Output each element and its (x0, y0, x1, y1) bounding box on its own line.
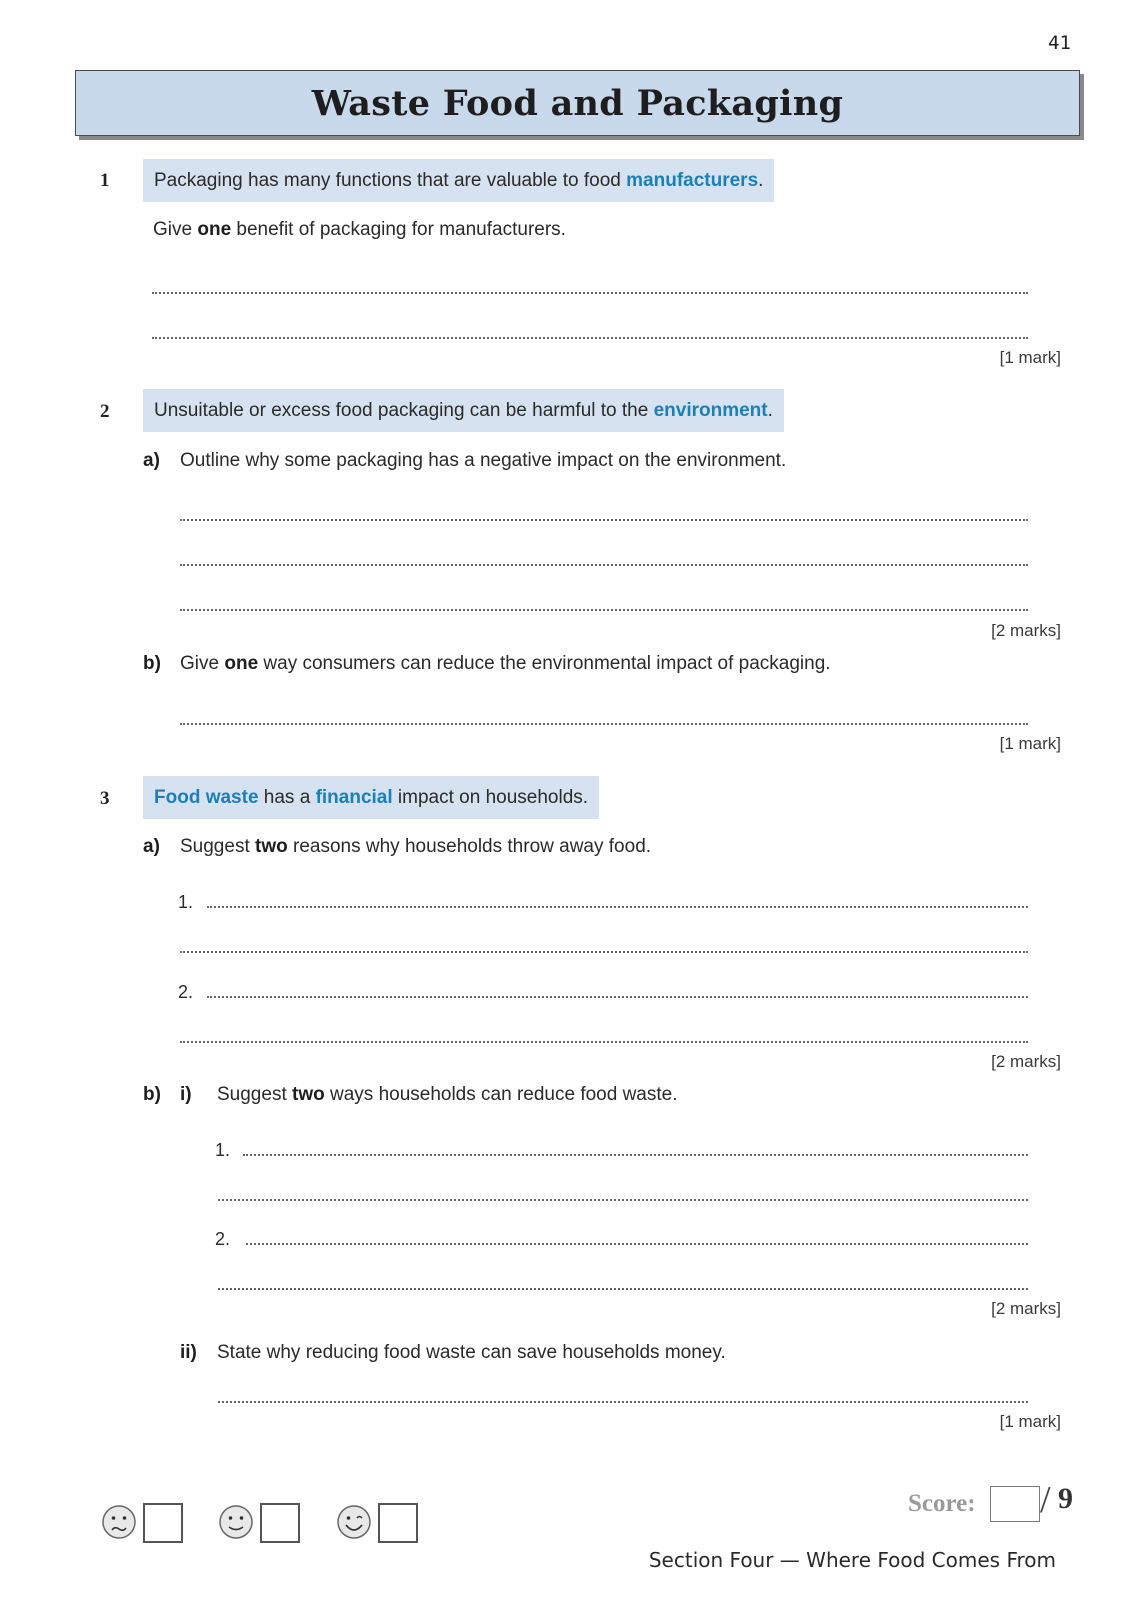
q3a-answer-line-1[interactable] (207, 906, 1028, 908)
q2a-answer-line-1[interactable] (180, 519, 1028, 521)
page-number: 41 (1048, 32, 1071, 54)
score-label: Score: (908, 1490, 976, 1517)
q3bi-item-1-number: 1. (215, 1140, 231, 1160)
q2b-prompt-bold: one (224, 653, 259, 674)
q1-keyword: manufacturers (626, 170, 759, 191)
q2b-prompt-end: way consumers can reduce the environmental impact of packaging. (258, 653, 831, 674)
q2a-answer-line-2[interactable] (180, 564, 1028, 566)
q3a-prompt-bold: two (255, 836, 288, 857)
q3bi-answer-line-1[interactable] (243, 1154, 1028, 1156)
q3a-answer-line-4[interactable] (180, 1041, 1028, 1043)
question-2-number: 2 (100, 401, 110, 422)
score-input-box[interactable] (990, 1486, 1040, 1522)
question-3-stem (143, 776, 599, 819)
happy-face-checkbox[interactable] (378, 1503, 418, 1543)
happy-face-icon (336, 1504, 372, 1540)
q3b-label: b) (143, 1084, 161, 1105)
q2-stem-end: . (767, 400, 773, 421)
q3a-item-2-number: 2. (178, 982, 194, 1002)
q3a-label: a) (143, 836, 160, 857)
q1-prompt-bold: one (197, 219, 232, 240)
q3a-answer-line-2[interactable] (180, 951, 1028, 953)
q3bi-prompt-start: Suggest (217, 1084, 292, 1105)
q1-stem-end: . (758, 170, 764, 191)
q3a-marks: [2 marks] (991, 1052, 1061, 1071)
q1-prompt-end: benefit of packaging for manufacturers. (231, 219, 566, 240)
q3bi-marks: [2 marks] (991, 1299, 1061, 1318)
sad-face-icon (101, 1504, 137, 1540)
q2a-marks: [2 marks] (991, 621, 1061, 640)
q1-answer-line-1[interactable] (152, 292, 1028, 294)
sad-face-checkbox[interactable] (143, 1503, 183, 1543)
q3-stem-end: impact on households. (392, 787, 589, 808)
neutral-face-checkbox[interactable] (260, 1503, 300, 1543)
q2a-label: a) (143, 450, 160, 471)
question-1-prompt (153, 219, 566, 241)
question-1-number: 1 (100, 170, 110, 191)
q3-keyword-2: financial (315, 787, 393, 808)
q3bii-answer-line-1[interactable] (218, 1401, 1028, 1403)
q3a-prompt (180, 836, 651, 858)
q2b-label: b) (143, 653, 161, 674)
q3a-item-1-number: 1. (178, 892, 194, 912)
q3bi-prompt (217, 1084, 678, 1106)
q1-prompt-start: Give (153, 219, 198, 240)
page-title: Waste Food and Packaging (311, 82, 844, 124)
score-total: 9 (1058, 1482, 1073, 1515)
q3-stem-mid: has a (258, 787, 316, 808)
q3bi-answer-line-4[interactable] (218, 1288, 1028, 1290)
q1-marks: [1 mark] (999, 348, 1061, 367)
neutral-face-icon (218, 1504, 254, 1540)
q2-stem-text: Unsuitable or excess food packaging can be harmful to the (154, 400, 654, 421)
q2b-prompt-start: Give (180, 653, 225, 674)
question-2-stem (143, 389, 784, 432)
q3bi-item-2-number: 2. (215, 1229, 231, 1249)
q3a-prompt-end: reasons why households throw away food. (287, 836, 652, 857)
q2b-marks: [1 mark] (999, 734, 1061, 753)
q2a-prompt: Outline why some packaging has a negative impact on the environment. (180, 450, 787, 471)
q1-stem-text: Packaging has many functions that are valuable to food (154, 170, 627, 191)
q3bi-label: i) (180, 1084, 192, 1105)
q3bi-prompt-bold: two (292, 1084, 325, 1105)
q3bi-answer-line-3[interactable] (246, 1243, 1028, 1245)
q3a-prompt-start: Suggest (180, 836, 255, 857)
footer-section-title: Section Four — Where Food Comes From (648, 1548, 1056, 1572)
q2-keyword: environment (653, 400, 768, 421)
q3bi-prompt-end: ways households can reduce food waste. (324, 1084, 678, 1105)
q3bii-label: ii) (180, 1342, 197, 1363)
question-1-stem (143, 159, 774, 202)
score-slash: / (1040, 1479, 1051, 1521)
q2b-prompt (180, 653, 831, 675)
q2b-answer-line-1[interactable] (180, 723, 1028, 725)
q3bii-marks: [1 mark] (999, 1412, 1061, 1431)
q2a-answer-line-3[interactable] (180, 609, 1028, 611)
q3a-answer-line-3[interactable] (207, 996, 1028, 998)
q3bii-prompt: State why reducing food waste can save households money. (217, 1342, 726, 1363)
question-3-number: 3 (100, 788, 110, 809)
q1-answer-line-2[interactable] (152, 337, 1028, 339)
q3bi-answer-line-2[interactable] (218, 1199, 1028, 1201)
q3-keyword-1: Food waste (154, 787, 259, 808)
title-banner (75, 70, 1080, 136)
